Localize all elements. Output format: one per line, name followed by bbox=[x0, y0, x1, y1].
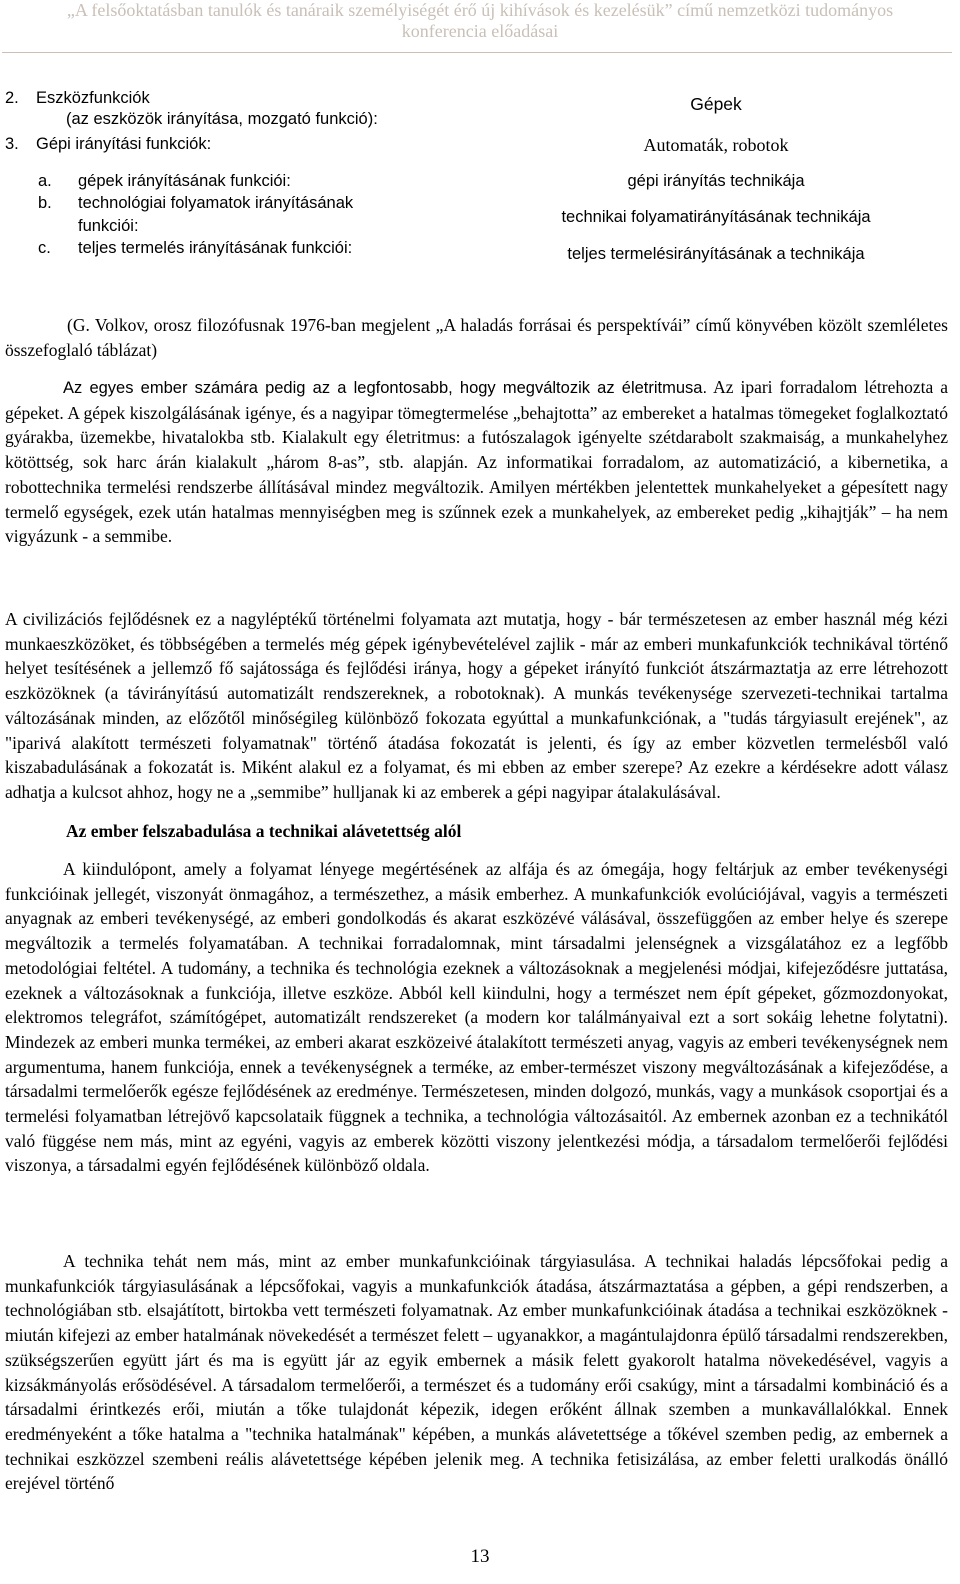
caption-text: (G. Volkov, orosz filozófusnak 1976-ban megjelent „A haladás forrásai és perspektívái” című könyvében közölt szemléletes összefoglaló táblázat) bbox=[5, 315, 948, 360]
paragraph-2-text: A civilizációs fejlődésnek ez a nagyléptékű történelmi folyamata azt mutatja, hogy - bár természetesen az ember használ még kézi munkaeszközöket, és többségében a termelés még gépek igénybevételével zajlik - már az emberi munkafunkciók technikával történő helyet tesítésének a jellemző fő sajátossága és fejlődési iránya, hogy a gépeket irányító funkciót átszármaztatja az erre létrehozott eszközöknek (a távirányítású automatizált rendszereknek, a robotoknak). A munkás tevékenysége szervezeti-technikai tartalma változásának minden, az előzőtől minőségileg különböző fokozata egyúttal a munkafunkciónak, a "tudás tárgyiasult erejének", az "iparivá alakított természeti folyamatnak" történő átadása fokozatát is jelenti, és így az ember közvetlen termelésből való kiszabadulásának a fokozatát is. Miként alakul ez a folyamat, és mi ebben az ember szerepe? Az ezekre a kérdésekre adott válasz adhatja a kulcsot ahhoz, hogy ne a „semmibe” hulljanak ki az emberek a gépi nagyipar átalakulásával. bbox=[5, 609, 948, 802]
row-a-text: gépek irányításának funkciói: bbox=[78, 172, 291, 190]
page-header bbox=[0, 0, 960, 42]
right-gepek: Gépek bbox=[690, 94, 742, 114]
row3-title: Gépi irányítási funkciók: bbox=[36, 135, 212, 153]
page-number: 13 bbox=[470, 1546, 490, 1567]
table-caption bbox=[5, 313, 948, 362]
right-automatak: Automaták, robotok bbox=[643, 135, 789, 155]
paragraph-4-text: A technika tehát nem más, mint az ember munkafunkcióinak tárgyiasulása. A technikai haladás lépcsőfokai pedig a munkafunkciók tárgyiasulásának a lépcsőfokai, vagyis a munkafunkciók átadása, átszármaztatása a gépben, a gépi rendszerben, a technológiában stb. elsajátított, birtokba vett természeti folyamatnak. Az ember munkafunkcióinak átadása a technikai eszközöknek - miután kifejezi az ember hatalmának növekedését a természet felett – ugyanakkor, a magántulajdonra épülő társadalmi rendszerekben, szükségszerűen együtt járt és ma is együtt jár az egyik embernek a másik felett gyakorolt hatalma növekedésével, vagyis a kizsákmányolás erősödésével. A társadalom termelőerői, a természet és a tudomány erői csakúgy, mint a társadalmi kombináció és a társadalmi érintkezés erői, miután a tőke tulajdonát képezik, idegen erőként állnak szemben a munkavállalókkal. Ennek eredményeként a tőke hatalma a "technika hatalmának" képében, a munkás alávetettsége a tőkével szemben pedig, az embernek a technikai eszközzel szembeni reális alávetettsége képében jelenik meg. A technika fetisizálása, az ember feletti uralkodás önálló erejével történő bbox=[5, 1251, 948, 1494]
paragraph-1-body: Az ipari forradalom létrehozta a gépeket. A gépek kiszolgálásának igénye, és a nagyipar tömegtermelése „behajtotta” az embereket a hatalmas tömegeket foglalkoztató gyárakba, üzemekbe, hivatalokba stb. Kialakult egy életritmus: a futószalagok igényelte szétdarabolt szakmaiság, a munkahelyhez kötöttség, sok harc árán kialakult „három 8-as”, stb. alapján. Az informatikai forradalom, az automatizáció, a kibernetika, a robottechnika termelési rendszerbe állításával mindez megváltozik. Amilyen mértékben jelentettek munkahelyeket a gépesített nagy termelő egységek, ezek után hatalmas mennyiségben meg is szűnnek ezek a munkahelyek, az embereket pedig „kihajtják” – ha nem vigyázunk - a semmibe. bbox=[5, 377, 948, 547]
functions-table bbox=[0, 85, 960, 275]
right-row-c: teljes termelésirányításának a technikája bbox=[567, 245, 865, 263]
row-c-text: teljes termelés irányításának funkciói: bbox=[78, 239, 353, 257]
paragraph-4 bbox=[5, 1249, 948, 1496]
paragraph-1 bbox=[5, 375, 948, 549]
header-line-2: konferencia előadásai bbox=[401, 21, 559, 41]
row-b-label: b. bbox=[38, 194, 52, 212]
row-b-text-2: funkciói: bbox=[78, 217, 139, 235]
row-b-text-1: technológiai folyamatok irányításának bbox=[78, 194, 354, 212]
header-divider bbox=[2, 52, 952, 53]
row2-number: 2. bbox=[5, 89, 19, 107]
section-heading: Az ember felszabadulása a technikai alávetettség alól bbox=[66, 821, 462, 841]
paragraph-1-lead: Az egyes ember számára pedig az a legfontosabb, hogy megváltozik az életritmusa. bbox=[63, 379, 708, 397]
row3-number: 3. bbox=[5, 135, 19, 153]
header-line-1: „A felsőoktatásban tanulók és tanáraik személyiségét érő új kihívások és kezelésük” című nemzetközi tudományos bbox=[66, 0, 894, 20]
paragraph-3-text: A kiindulópont, amely a folyamat lényege megértésének az alfája és az ómegája, hogy feltárjuk az ember tevékenységi funkcióinak jellegét, viszonyát önmagához, a természethez, a másik emberhez. A munkafunkciók evolúciójával, vagyis a természeti anyagnak az emberi tevékenységé, az emberi gondolkodás és akarat eszközévé válásával, összefüggően az ember helye és szerepe megváltozik a termelés folyamatában. A technikai forradalomnak, mint társadalmi jelenségnek a vizsgálatához ez a legfőbb metodológiai feltétel. A tudomány, a technika és technológia ezeknek a változásoknak a megjelenési módjai, kifejeződésre juttatása, ezeknek a változásoknak a funkciója, illetve eszköze. Abból kell kiindulni, hogy a természet nem épít gépeket, gőzmozdonyokat, elektromos telegráfot, számítógépet, automatizált rendszereket (a modern kor találmányaival ezt a sort sokáig lehetne folytatni). Mindezek az emberi munka termékei, az emberi akarat eszközeivé átalakított természeti anyag, vagyis az emberi tevékenységnek nem argumentuma, hanem funkciója, ennek a tevékenységnek a terméke, az ember-természet viszony megváltozásának a kifejeződése, a társadalmi termelőerők egésze fejlődésének az eredménye. Természetesen, minden dolgozó, munkás, vagy a munkások csoportjai és a termelési folyamatban létrejövő kapcsolataik függnek a technika, a technológia változásaitól. Az embernek azonban ez a technikától való függése nem más, mint az egyéni, vagyis az emberek közötti viszony jelentkezési módja, a társadalom termelőerői fejlődési viszonya, a társadalmi egyén fejlődésének különböző oldala. bbox=[5, 859, 948, 1176]
right-row-b: technikai folyamatirányításának technikája bbox=[561, 208, 871, 226]
paragraph-3 bbox=[5, 857, 948, 1178]
row2-subtitle: (az eszközök irányítása, mozgató funkció): bbox=[66, 110, 378, 128]
right-row-a: gépi irányítás technikája bbox=[627, 172, 805, 190]
row2-title: Eszközfunkciók bbox=[36, 89, 150, 107]
row-c-label: c. bbox=[38, 239, 51, 257]
row-a-label: a. bbox=[38, 172, 52, 190]
paragraph-2 bbox=[5, 607, 948, 805]
